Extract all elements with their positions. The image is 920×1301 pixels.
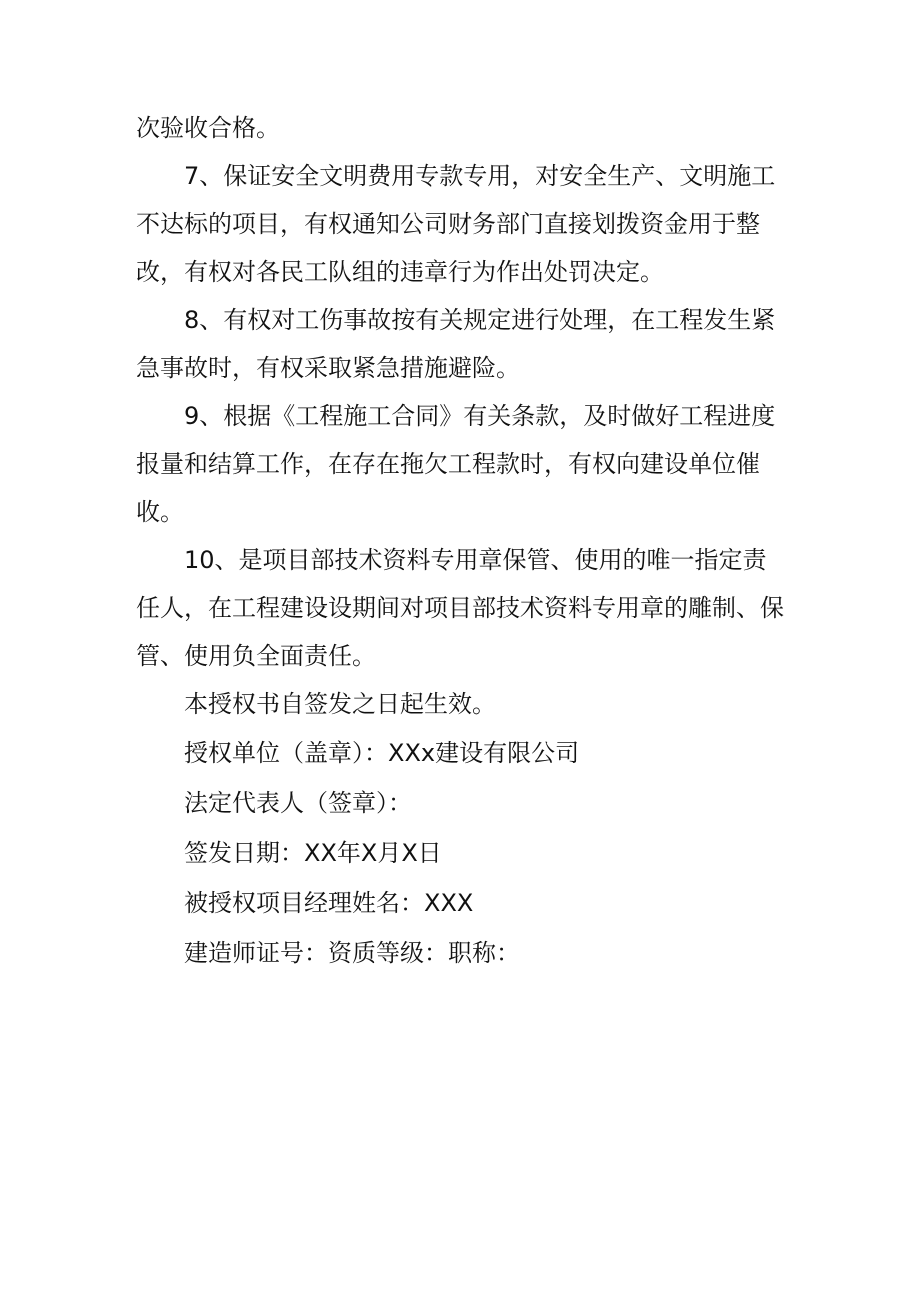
paragraph-continuation: 次验收合格。: [136, 114, 280, 142]
issue-date: 签发日期：XX年X月X日: [184, 839, 442, 867]
document-body: [136, 104, 786, 978]
paragraph-item-9: 9、根据《工程施工合同》有关条款，及时做好工程进度报量和结算工作，在存在拖欠工程款时，有权向建设单位催收。: [136, 402, 776, 526]
paragraph-item-7: 7、保证安全文明费用专款专用，对安全生产、文明施工不达标的项目，有权通知公司财务部门直接划拨资金用于整改，有权对各民工队组的违章行为作出处罚决定。: [136, 162, 776, 286]
effective-statement: 本授权书自签发之日起生效。: [184, 690, 496, 718]
authorizing-unit: 授权单位（盖章）：XXx建设有限公司: [184, 739, 580, 767]
paragraph-item-10: 10、是项目部技术资料专用章保管、使用的唯一指定责任人，在工程建设设期间对项目部技术资料专用章的雕制、保管、使用负全面责任。: [136, 546, 784, 670]
credentials-line: 建造师证号：资质等级：职称：: [184, 939, 520, 967]
authorized-manager: 被授权项目经理姓名：XXX: [184, 889, 474, 917]
signature-block: [136, 728, 786, 978]
legal-representative: 法定代表人（签章）：: [184, 789, 412, 817]
paragraph-item-8: 8、有权对工伤事故按有关规定进行处理，在工程发生紧急事故时，有权采取紧急措施避险。: [136, 306, 776, 382]
